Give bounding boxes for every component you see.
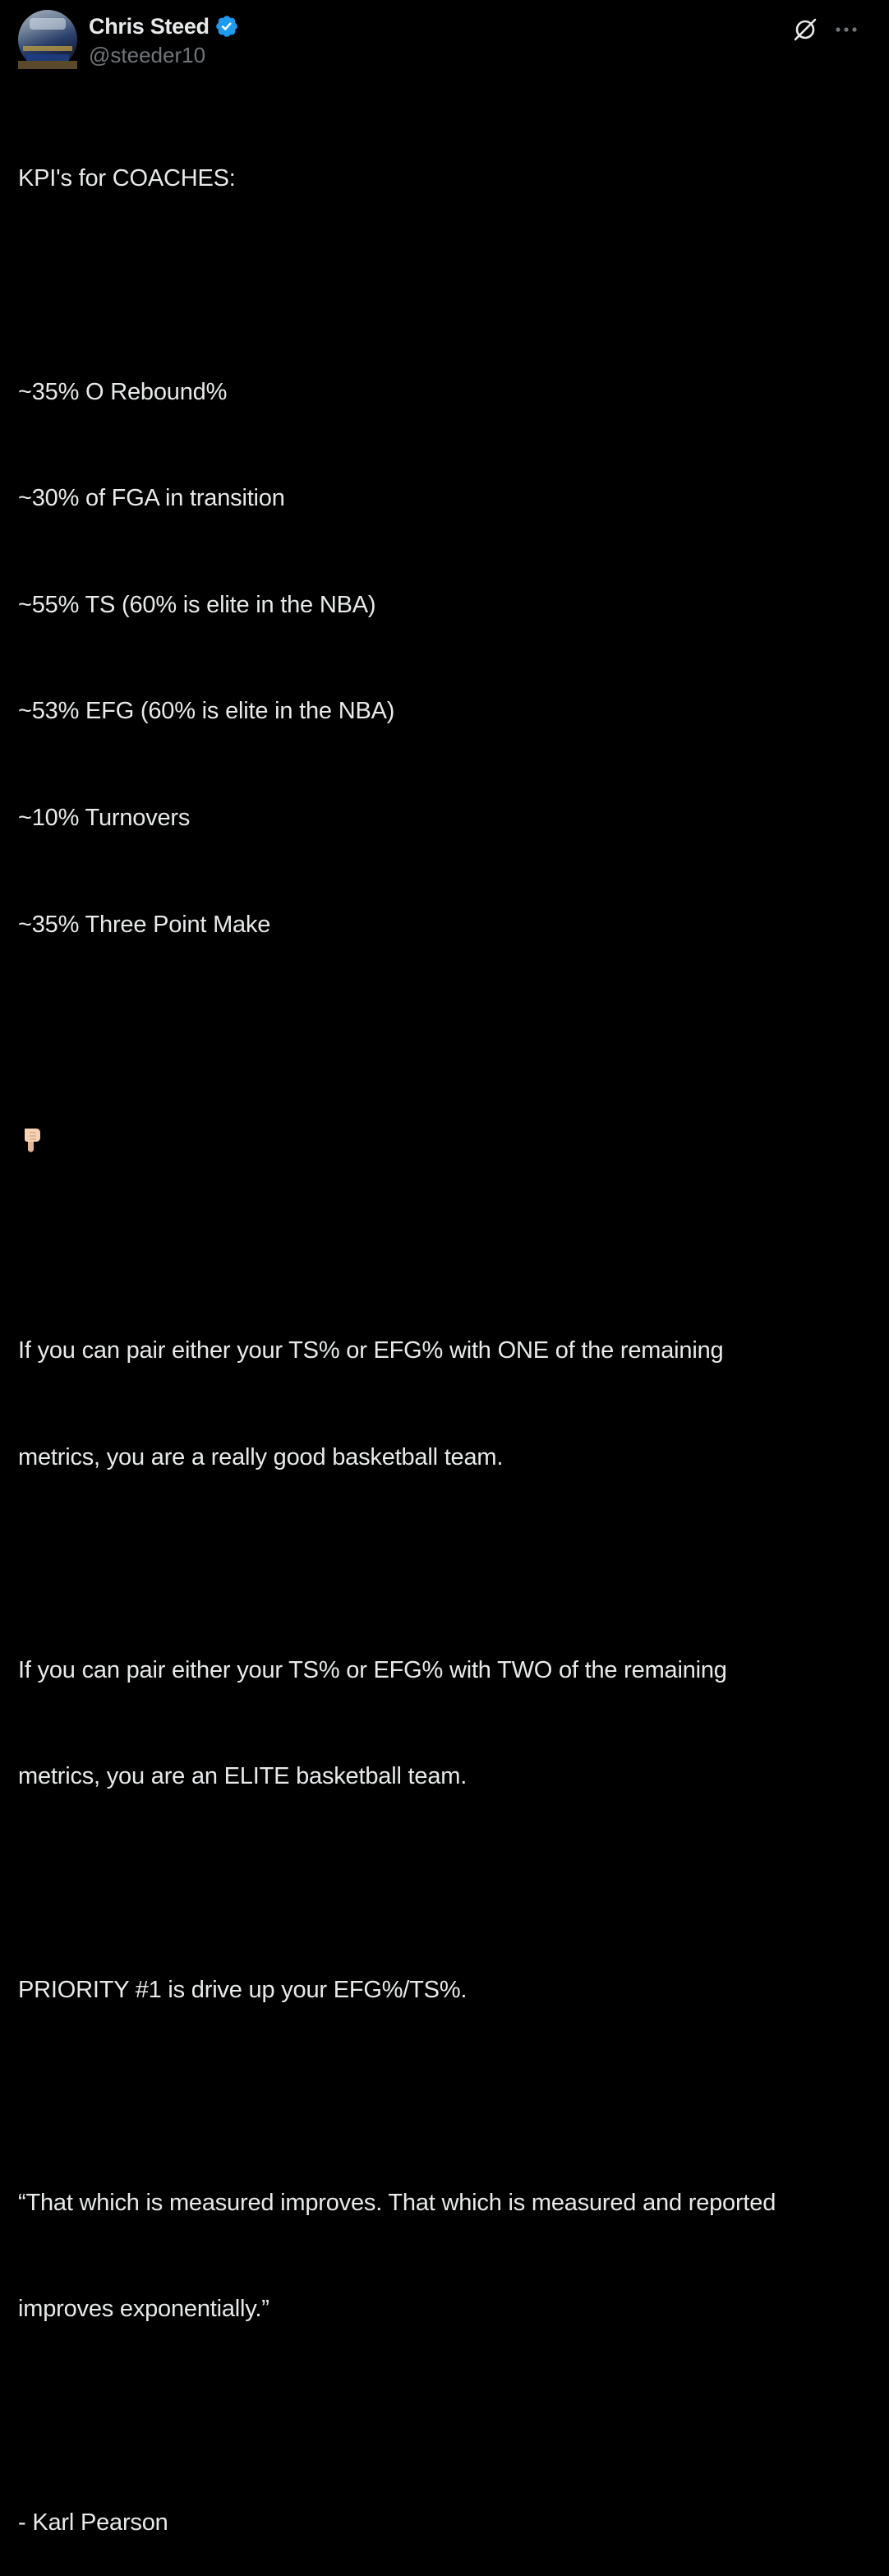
author-display-name[interactable]: Chris Steed	[89, 13, 210, 39]
tweet-line	[18, 2398, 873, 2434]
tweet-line: ~53% EFG (60% is elite in the NBA)	[18, 698, 395, 725]
tweet-line: ~30% of FGA in transition	[18, 485, 285, 512]
tweet-line: If you can pair either your TS% or EFG% with ONE of the remaining	[18, 1337, 724, 1364]
avatar-detail	[23, 46, 72, 51]
tweet-line	[18, 1546, 873, 1581]
tweet-line: metrics, you are an ELITE basketball team.	[18, 1763, 468, 1790]
avatar-light	[30, 18, 66, 30]
grok-button[interactable]	[789, 13, 822, 46]
tweet-line	[18, 2079, 873, 2114]
tweet-line: “That which is measured improves. That which is measured and reported	[18, 2189, 776, 2216]
tweet-line: PRIORITY #1 is drive up your EFG%/TS%.	[18, 1976, 468, 2003]
author-handle[interactable]: @steeder10	[89, 43, 206, 67]
avatar[interactable]	[18, 10, 77, 69]
tweet-line: ~10% Turnovers	[18, 805, 191, 832]
tweet-text	[18, 90, 873, 2576]
tweet-line: improves exponentially.”	[18, 2296, 269, 2323]
tweet-header	[18, 10, 873, 71]
tweet-line: If you can pair either your TS% or EFG% with TWO of the remaining	[18, 1656, 727, 1683]
author-name-row	[89, 13, 239, 39]
tweet-line: metrics, you are a really good basketball team.	[18, 1443, 504, 1470]
backhand-index-pointing-down-emoji	[18, 1125, 46, 1153]
verified-badge-icon	[214, 14, 239, 39]
tweet-line: KPI's for COACHES:	[18, 165, 236, 192]
tweet-line	[18, 1866, 873, 1901]
more-options-button[interactable]	[830, 13, 863, 46]
tweet-line: - Karl Pearson	[18, 2509, 168, 2536]
tweet-line: ~55% TS (60% is elite in the NBA)	[18, 591, 376, 618]
grok-icon	[792, 16, 818, 43]
avatar-detail	[26, 54, 69, 61]
more-icon	[834, 25, 859, 34]
tweet-line	[18, 268, 873, 303]
tweet-line	[18, 1013, 873, 1049]
tweet-line: ~35% O Rebound%	[18, 378, 228, 405]
emoji-line	[18, 1120, 873, 1156]
tweet-line: ~35% Three Point Make	[18, 911, 271, 938]
avatar-detail	[18, 61, 77, 69]
tweet-line	[18, 1226, 873, 1262]
